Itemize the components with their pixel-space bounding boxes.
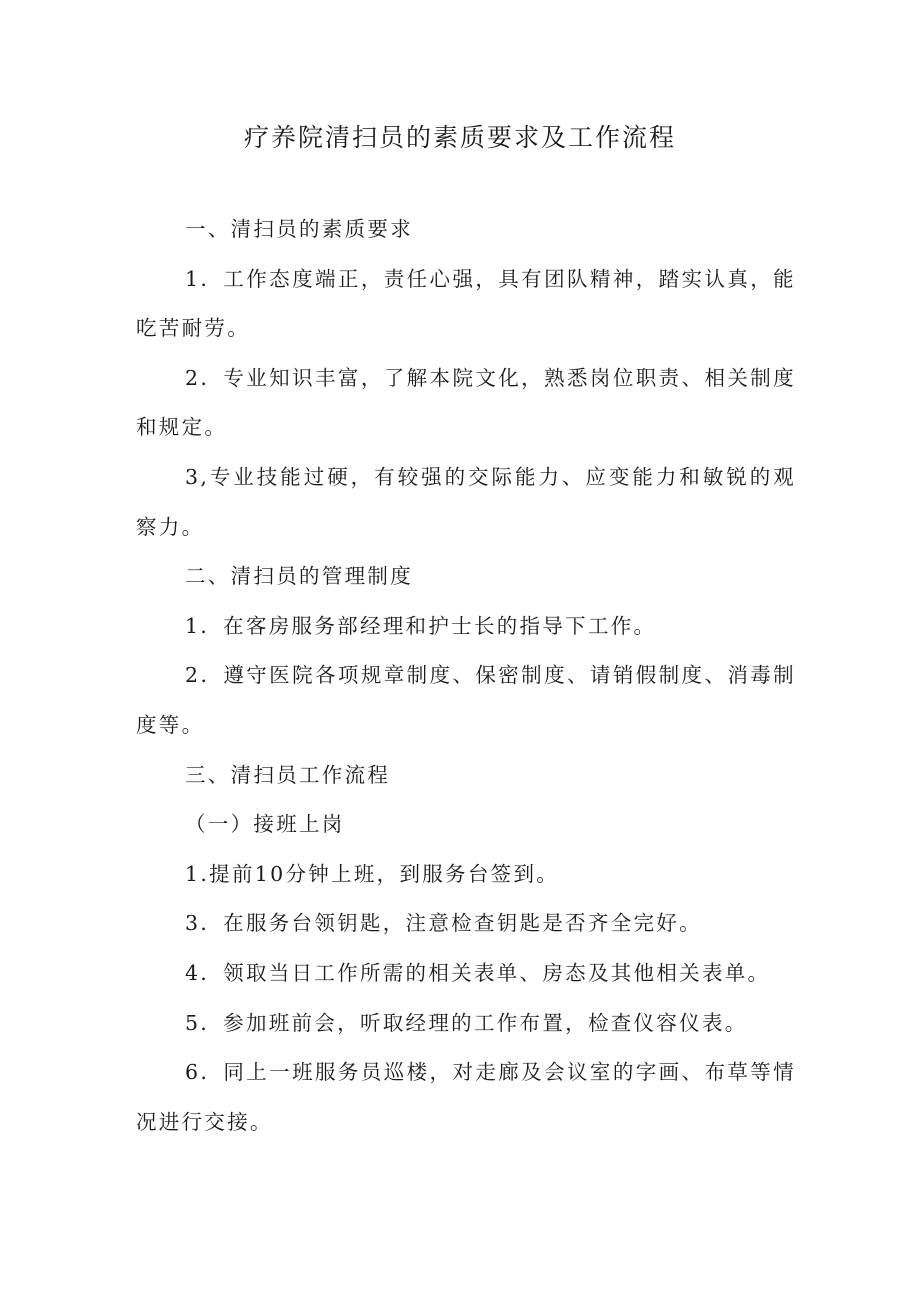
paragraph: 2．遵守医院各项规章制度、保密制度、请销假制度、消毒制度等。 [136,663,796,737]
section-heading-3: 三、清扫员工作流程 [185,762,391,787]
document-body [136,205,796,1147]
paragraph: 1．工作态度端正，责任心强，具有团队精神，踏实认真，能吃苦耐劳。 [136,266,796,341]
subsection-heading: （一）接班上岗 [185,812,345,837]
section-heading-1: 一、清扫员的素质要求 [185,217,413,241]
paragraph: 5．参加班前会，听取经理的工作布置，检查仪容仪表。 [185,1010,748,1035]
paragraph: 6．同上一班服务员巡楼，对走廊及会议室的字画、布草等情况进行交接。 [136,1060,796,1134]
paragraph: 1.提前10分钟上班，到服务台签到。 [185,861,560,886]
paragraph: 1．在客房服务部经理和护士长的指导下工作。 [185,613,657,638]
paragraph: 3．在服务台领钥匙，注意检查钥匙是否齐全完好。 [185,911,702,936]
document-title: 疗养院清扫员的素质要求及工作流程 [243,123,676,152]
paragraph: 3,专业技能过硬，有较强的交际能力、应变能力和敏锐的观察力。 [136,464,796,539]
paragraph: 2．专业知识丰富，了解本院文化，熟悉岗位职责、相关制度和规定。 [136,365,796,440]
section-heading-2: 二、清扫员的管理制度 [185,564,413,589]
paragraph: 4．领取当日工作所需的相关表单、房态及其他相关表单。 [185,960,771,985]
